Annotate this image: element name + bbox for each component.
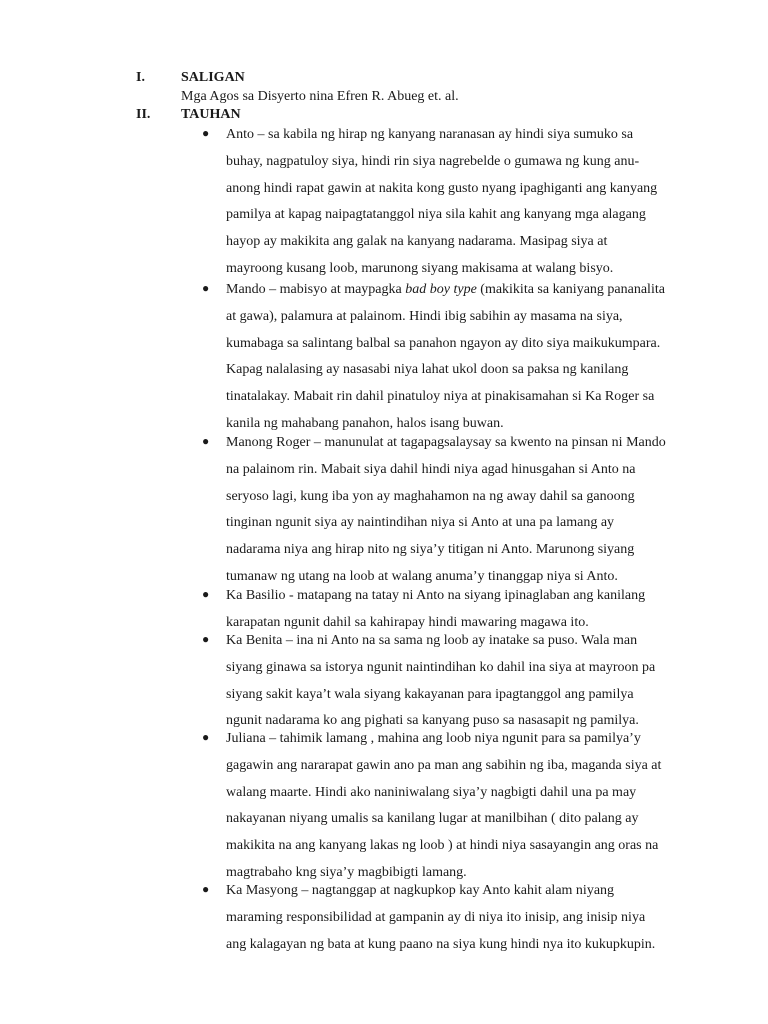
bullet-icon: ● <box>202 126 210 140</box>
bullet-icon: ● <box>202 632 210 646</box>
list-item-text: Juliana – tahimik lamang , mahina ang loob niya ngunit para sa pamilya’y gagawin ang nararapat gawin ano pa man ang sabihin ng iba, maganda siya at walang maarte. Hindi ako naniniwalang siya’y nagbigti dahil una pa may nakayanan niyang umalis sa kanilang lugar at manilbihan ( dito palang ay makikita na ang kanyang lakas ng loob ) at hindi niya sasayangin ang oras na magtrabaho kng siya’y magbibigti lamang. <box>226 731 662 880</box>
bullet-icon: ● <box>202 281 210 295</box>
bullet-icon: ● <box>202 730 210 744</box>
list-item-text: Manong Roger – manunulat at tagapagsalaysay sa kwento na pinsan ni Mando na palainom rin. Mabait siya dahil hindi niya agad hinusgahan si Anto na seryoso lagi, kung iba yon ay maghahamon na ng away dahil sa ganoong tinginan ngunit siya ay naintindihan niya si Anto at una pa lamang ay nadarama niya ang hirap nito ng siya’y titigan ni Anto. Marunong siyang tumanaw ng utang na loob at walang anuma’y tinanggap niya si Anto. <box>226 435 666 584</box>
list-item-ka-basilio <box>0 583 768 628</box>
list-item-anto <box>0 122 768 277</box>
bullet-icon: ● <box>202 882 210 896</box>
list-item-ka-masyong <box>0 878 768 962</box>
emphasis-text: bad boy type <box>405 282 477 297</box>
section-number: II. <box>136 107 151 122</box>
list-item-juliana <box>0 726 768 878</box>
section-title: TAUHAN <box>181 107 241 122</box>
list-item-text: Mando – mabisyo at maypagka bad boy type (makikita sa kaniyang pananalita at gawa), palamura at palainom. Hindi ibig sabihin ay masama na siya, kumabaga sa salintang balbal sa panahon ngayon ay dito siya maikukumpara. Kapag nalalasing ay nasasabi niya lahat ukol doon sa paksa ng kanilang tinatalakay. Mabait rin dahil pinatuloy niya at pinakisamahan si Ka Roger sa kanila ng mahabang panahon, halos isang buwan. <box>226 282 665 431</box>
list-item-manong-roger <box>0 430 768 583</box>
list-item-ka-benita <box>0 628 768 729</box>
list-item-text: Ka Basilio - matapang na tatay ni Anto na siyang ipinaglaban ang kanilang karapatan ngunit dahil sa kahirapay hindi mawaring magawa ito. <box>226 588 646 630</box>
section-title: SALIGAN <box>181 70 245 85</box>
list-item-mando <box>0 277 768 430</box>
list-item-text: Ka Masyong – nagtanggap at nagkupkop kay Anto kahit alam niyang maraming responsibilidad at gampanin ay di niya ito inisip, ang inisip niya ang kalagayan ng bata at kung paano na siya kung hindi nya ito kukupkupin. <box>226 883 656 952</box>
section-number: I. <box>136 70 145 85</box>
bullet-icon: ● <box>202 434 210 448</box>
bullet-icon: ● <box>202 587 210 601</box>
saligan-text: Mga Agos sa Disyerto nina Efren R. Abueg et. al. <box>181 89 459 104</box>
list-item-text: Ka Benita – ina ni Anto na sa sama ng loob ay inatake sa puso. Wala man siyang ginawa sa istorya ngunit naintindihan ko dahil ina siya at mayroon pa siyang sakit kaya’t wala siyang kakayanan para ipagtanggol ang pamilya ngunit nadarama ko ang pighati sa kanyang puso sa nasasapit ng pamilya. <box>226 633 656 729</box>
section-saligan <box>0 70 768 90</box>
list-item-text: Anto – sa kabila ng hirap ng kanyang naranasan ay hindi siya sumuko sa buhay, nagpatuloy siya, hindi rin siya nagrebelde o gumawa ng kung anu- anong hindi rapat gawin at nakita kong gusto nyang ipaghiganti ang kanyang pamilya at kapag naipagtatanggol niya sila kahit ang kanyang mga alagang hayop ay makikita ang galak na kanyang nadarama. Masipag siya at mayroong kusang loob, marunong siyang makisama at walang bisyo. <box>226 127 658 276</box>
tauhan-list <box>0 122 768 962</box>
